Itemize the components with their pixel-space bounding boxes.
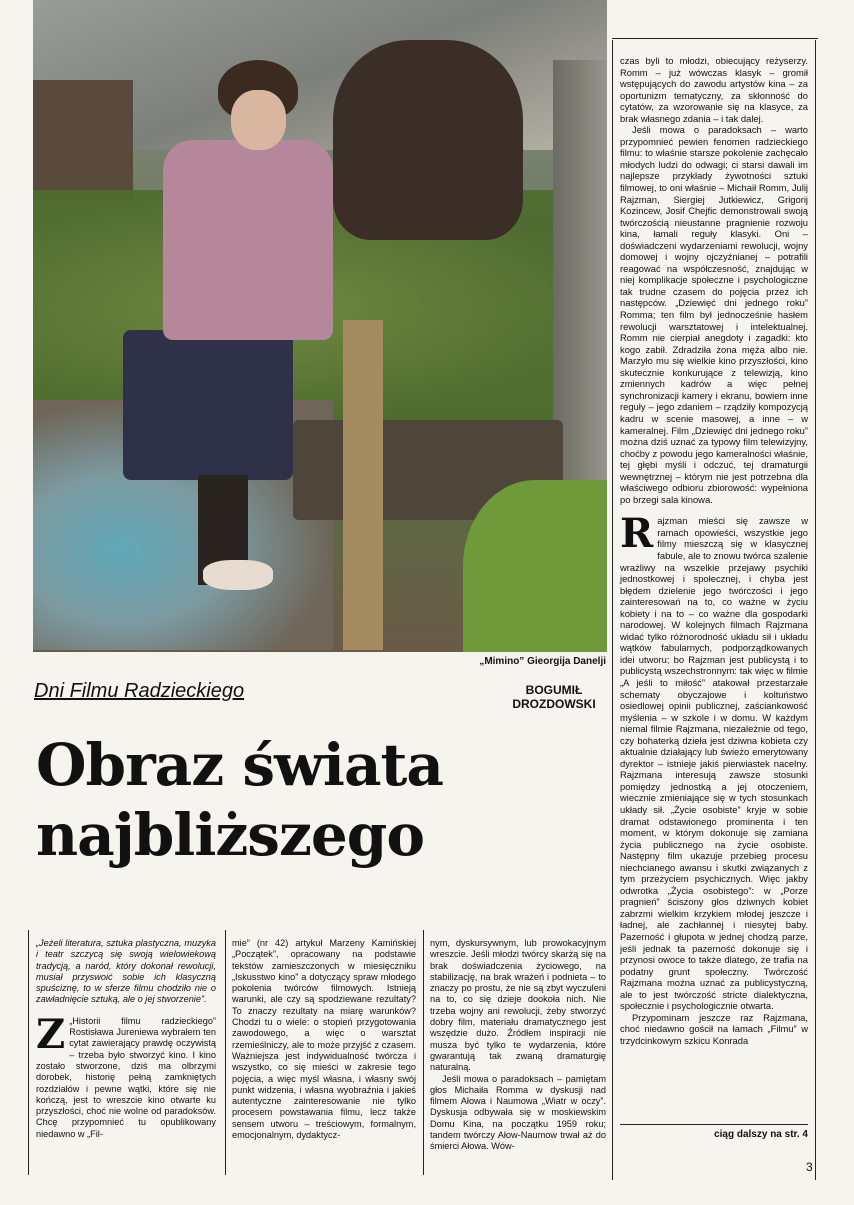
photo-caption: „Mimino” Gieorgija Danelji	[479, 656, 606, 667]
column-rule-right	[815, 40, 816, 1180]
column-rule-3	[612, 40, 613, 1180]
film-still-photo	[33, 0, 607, 652]
author-byline	[500, 683, 608, 711]
headline-line-2: najbliższego	[36, 801, 425, 869]
photo-horse	[333, 40, 523, 240]
article-column-3	[430, 938, 606, 1153]
photo-moss	[463, 480, 607, 652]
column-rule-1	[225, 930, 226, 1175]
photo-woman	[123, 60, 323, 620]
column-4-paragraph-4: Przypominam jeszcze raz Rajzmana, choć niedawno gościł na łamach „Filmu” w trzydcinkowym szkicu Konrada	[620, 1011, 808, 1046]
column-4-paragraph-1: czas byli to młodzi, obiecujący reżyserzy. Romm – już wówczas klasyk – gromił wstępujących do zawodu artystów kina – za oportunizm tematyczny, za skłonność do cytatów, za wzorowanie się na klasyce, za brak własnego zdania – i tak dalej.	[620, 55, 808, 124]
column-rule-2	[423, 930, 424, 1175]
article-column-1	[36, 938, 216, 1140]
author-last-name: DROZDOWSKI	[512, 697, 596, 711]
article-column-2	[232, 938, 416, 1141]
column-2-paragraph: mie” (nr 42) artykuł Marzeny Kamińskiej „Początek”, opracowany na podstawie tekstów zamieszczonych w miesięczniku „Iskusstwo kino” a dotyczący spraw młodego pokolenia twórców filmowych. Istnieją warunki, ale czy są spodziewane rezultaty? To znaczy rezultaty na miarę warunków? Chodzi tu o wiele: o stopień przygotowania zawodowego, a więc o warsztat rzemieślniczy, ale to może przyjść z czasem. Ważniejsza jest indywidualność twórcza i wszystko, co się mieści w zakresie tego pojęcia, a więc myśl własna, i własny swój punkt widzenia, i własna wyobraźnia i jakieś autentyczne zainteresowanie nie tylko procesem powstawania filmu, lecz także sensem utworu – treściowym, formalnym, emocjonalnym, dydaktycz-	[232, 938, 416, 1141]
lead-quote: „Jeżeli literatura, sztuka plastyczna, muzyka i teatr szczycą się swoją wielowiekową tradycją, a naród, który dokonał rewolucji, musiał przyswoić sobie ich klasyczną spuściznę, to w sferze filmu chodziło nie o zawładnięcie sztuką, ale o jej stworzenie”.	[36, 938, 216, 1005]
column-4-paragraph-3: Rajzman mieści się zawsze w ramach opowieści, wszystkie jego filmy mieszczą się w klasycznej fabule, ale to znowu twórca szalenie wrażliwy na wszelkie przejawy psychiki jednostkowej i społecznej, i chyba jest błędem dzielenie jego twórczości i jego zainteresowań na to, co ważne w życiu kobiety i na to – co ważne dla gospodarki narodowej. W kolejnych filmach Rajzmana widać tylko różnorodność układu sił i układu wątków fabularnych, podporządkowanych idei utworu; bo Rajzman jest publicystą i to publicystą wszechstronnym: tak więc w filmie „A jeśli to miłość” atakował przestarzałe schematy obyczajowe i koltuństwo osiedlowej opinii publicznej, zaściankowość myślenia – w szkole i w domu. W każdym niemal filmie Rajzmana, niezależnie od tego, czy bohaterką dzieła jest dziwna kobieta czy aktualnie działający lub świeżo emerytowany dyrektor – istnieje jakiś pierwiastek nacelny. Rajzmana interesują zawsze stosunki pomiędzy jednostką a jej otoczeniem, wiecznie zmieniające się w tych stosunkach układy sił. „Życie osobiste” kryje w sobie dramat odstawionego prominenta i ten moment, w którym dokonuje się zamiana życia publicznego na życie osobiste. Następny film ukazuje przebieg procesu niechcianego awansu i skutki związanych z tym przeżyciem psychicznych. Więc jakby odwrotka „Życia osobistego”: w „Porze pragnień” ściszony głos dziwnych kobiet zabrzmi wielkim krzykiem młodej jeszcze i ładnej, ale zachłannej i niesytej baby. Pazerność i głupota w jednej chodzą parze, jeśli jednak ta pazerność dokonuje się i przynosi owoce to także dlatego, że trafia na podatny grunt społeczny. Twórczość Rajzmana można uznać za publicystyczną, ale to jest twórczość stricte dialektyczna, społecznie i psychologicznie otwarta.	[620, 510, 808, 1012]
continuation-note: ciąg dalszy na str. 4	[620, 1124, 808, 1140]
dropcap-z: Z	[36, 1010, 66, 1058]
column-4-paragraph-2: Jeśli mowa o paradoksach – warto przypomnieć pewien fenomen radzieckiego filmu: to właśnie starsze pokolenie zachęcało młodych ludzi do odwagi; ci starsi dawali im najlepsze przykłady żywotności sztuki filmowej, to oni właśnie – Michaił Romm, Julij Rajzman, Siergiej Jutkiewicz, Grigorij Kozincew, Josif Chejfic demonstrowali swoją twórczością nieustanne pragnienie rozwoju kina, łamali reguły klasyki. Oni – doświadczeni wydarzeniami rewolucji, wojny domowej i wojny ojczyźnianej – potrafili reagować na współczesność, znajdując w niej komplikacje społeczne i psychologiczne tak trudne czasem do pojęcia przez ich następców. „Dziewięć dni jednego roku” Romma; ten film był jednocześnie hasłem rewolucji warsztatowej i intelektualnej. Romm nie cierpiał anegdoty i zagadki: kto kogo zabił. Zdradziła żona męża albo nie. Marzyło mu się wielkie kino przyszłości, kino skutecznie konkurujące z telewizją, kino zmiennych kadrów a więc pełnej synchronizacji kamery i ekranu, bowiem inne reguły – jego zdaniem – rządziły kompozycją kadru w scenie masowej, a inne – w kameralnej. Film „Dziewięć dni jednego roku” można dziś uznać za typowy film telewizyjny, choćby z powodu jego kameralności właśnie, tej głębi myśli i odczuć, tej dramaturgii wewnętrznej – którym nie jest potrzebna dla właściwego odbioru zbiorowość: wypełniona po brzegi sala kinowa.	[620, 124, 808, 505]
dropcap-r: R	[620, 510, 654, 558]
column-3-paragraph-1: nym, dyskursywnym, lub prowokacyjnym wreszcie. Jeśli młodzi twórcy skarżą się na brak doświadczenia życiowego, na stabilizację, na brak wrażeń i podnieta – to znaczy po prostu, że nie są zbyt wyczuleni na to, co się dzieje dookoła nich. Nie trzeba wojny ani rewolucji, żeby stworzyć dobry film, materiału dramatycznego jest wszędzie dużo. Źródłem inspiracji nie musza być tylko te wydarzenia, które gwarantują tak zwaną dramaturgię naturalną.	[430, 938, 606, 1073]
column-3-paragraph-2: Jeśli mowa o paradoksach – pamiętam głos Michaiła Romma w dyskusji nad filmem Ałowa i Naumowa „Wiatr w oczy”. Dyskusja odbywała się w moskiewskim Domu Kina, na początku 1959 roku; tandem twórczy Ałow-Naumow trwał aż do śmierci Ałowa. Wów-	[430, 1073, 606, 1152]
section-label: Dni Filmu Radzieckiego	[34, 680, 245, 702]
author-first-name: BOGUMIŁ	[525, 683, 583, 697]
photo-post	[343, 320, 383, 650]
column-rule-left	[28, 930, 29, 1175]
column-1-paragraph: Z „Historii filmu radzieckiego” Rostisława Jureniewa wybrałem ten cytat zawierający prawdę oczywistą – trzeba było stworzyć kino. I kino zostało stworzone, dziś ma olbrzymi dorobek, historię pełną zamkniętych rozdziałów i pewne wątki, które się nie kończą, jest to wreszcie kino otwarte ku przyszłości, choć nie wolne od paradoksów. Chcę przypomnieć tu opublikowany niedawno w „Fil-	[36, 1010, 216, 1139]
top-rule	[612, 38, 818, 39]
photo-wall	[33, 80, 133, 200]
article-headline	[36, 730, 596, 870]
article-column-4	[620, 55, 808, 1046]
headline-line-1: Obraz świata	[36, 731, 443, 799]
page-number: 3	[806, 1160, 813, 1174]
